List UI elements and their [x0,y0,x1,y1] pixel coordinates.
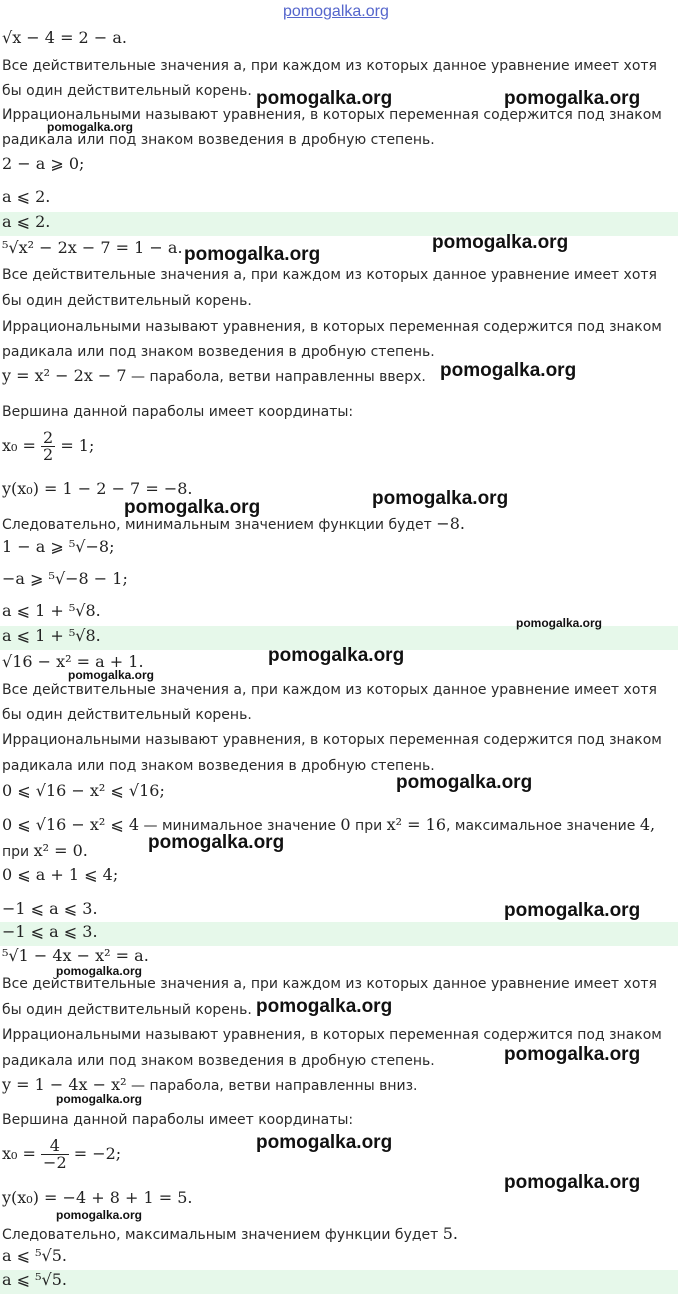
vertex-caption: Вершина данной параболы имеет координаты: [2,404,354,420]
conclusion-value: 5. [442,1224,459,1243]
solution-step: 2 − a ⩾ 0; [2,154,85,173]
answer-line: a ⩽ 1 + ⁵√8. [0,626,678,650]
solution-step: a ⩽ 1 + ⁵√8. [2,601,101,620]
task-text: бы один действительный корень. [2,707,252,723]
vertex-caption: Вершина данной параболы имеет координаты: [2,1112,354,1128]
definition-text: радикала или под знаком возведения в дробную степень. [2,344,435,360]
answer-line: a ⩽ 2. [0,212,678,236]
watermark: pomogalka.org [184,244,321,265]
fraction-denominator: −2 [43,1153,67,1172]
task-text: бы один действительный корень. [2,83,252,99]
range-formula: 0 ⩽ √16 − x² ⩽ 4 [2,815,140,834]
task-text: Все действительные значения a, при каждом из которых данное уравнение имеет хотя [2,58,657,74]
watermark: pomogalka.org [396,772,533,793]
watermark: pomogalka.org [372,488,509,509]
vertex-y: y(x₀) = −4 + 8 + 1 = 5. [2,1188,193,1207]
watermark: pomogalka.org [68,668,155,682]
watermark: pomogalka.org [504,88,641,109]
range-note: , максимальное значение [446,818,640,834]
equation-2: ⁵√x² − 2x − 7 = 1 − a. [2,238,183,257]
answer-line: a ⩽ ⁵√5. [0,1270,678,1294]
vertex-x-rhs: = 1; [60,436,95,455]
max-value: 4, [639,815,656,834]
watermark: pomogalka.org [268,645,405,666]
task-text: Все действительные значения a, при каждом из которых данное уравнение имеет хотя [2,682,657,698]
fraction [41,430,55,463]
watermark: pomogalka.org [432,232,569,253]
watermark: pomogalka.org [440,360,577,381]
definition-text: Иррациональными называют уравнения, в которых переменная содержится под знаком [2,1027,662,1043]
conclusion-text: Следовательно, минимальным значением функции будет [2,517,437,533]
definition-text: радикала или под знаком возведения в дробную степень. [2,758,435,774]
fraction-numerator: 2 [43,428,54,447]
equation-1: √x − 4 = 2 − a. [2,28,127,47]
watermark: pomogalka.org [256,88,393,109]
parabola-note: — парабола, ветви направленны вниз. [126,1078,418,1094]
definition-text: радикала или под знаком возведения в дробную степень. [2,1053,435,1069]
watermark: pomogalka.org [256,996,393,1017]
vertex-y: y(x₀) = 1 − 2 − 7 = −8. [2,479,193,498]
solution-step [0,843,678,859]
equation-4: ⁵√1 − 4x − x² = a. [2,946,149,965]
solution-step: 0 ⩽ √16 − x² ⩽ √16; [2,781,165,800]
solution-step [0,817,678,833]
equation-3: √16 − x² = a + 1. [2,652,144,671]
vertex-x-lhs: x₀ = [2,436,36,455]
definition-text: радикала или под знаком возведения в дробную степень. [2,132,435,148]
solution-step: a ⩽ 2. [2,187,51,206]
vertex-x [0,430,678,463]
parabola-formula: y = 1 − 4x − x² [2,1075,127,1094]
min-value: 0 [340,815,351,834]
watermark: pomogalka.org [56,964,143,978]
solution-step: −a ⩾ ⁵√−8 − 1; [2,569,128,588]
task-text: бы один действительный корень. [2,1002,252,1018]
watermark: pomogalka.org [47,120,134,134]
max-condition: x² = 0. [33,841,88,860]
solution-step: a ⩽ ⁵√5. [2,1246,67,1265]
answer-line: −1 ⩽ a ⩽ 3. [0,922,678,946]
solution-step [0,1077,678,1093]
watermark: pomogalka.org [504,1172,641,1193]
watermark: pomogalka.org [56,1092,143,1106]
watermark: pomogalka.org [256,1132,393,1153]
min-condition: x² = 16 [386,815,447,834]
watermark: pomogalka.org [124,497,261,518]
max-condition-text: при [2,844,34,860]
range-note: при [350,818,387,834]
watermark: pomogalka.org [504,900,641,921]
solution-step: 0 ⩽ a + 1 ⩽ 4; [2,865,119,884]
conclusion-value: −8. [436,514,465,533]
watermark: pomogalka.org [56,1208,143,1222]
vertex-x-rhs: = −2; [73,1144,122,1163]
watermark: pomogalka.org [504,1044,641,1065]
range-note: — минимальное значение [139,818,341,834]
parabola-note: — парабола, ветви направленны вверх. [126,369,426,385]
task-text: Все действительные значения a, при каждом из которых данное уравнение имеет хотя [2,976,657,992]
fraction-denominator: 2 [43,445,54,464]
watermark: pomogalka.org [148,832,285,853]
solution-step [0,516,678,532]
task-text: Все действительные значения a, при каждом из которых данное уравнение имеет хотя [2,267,657,283]
parabola-formula: y = x² − 2x − 7 [2,366,127,385]
task-text: бы один действительный корень. [2,293,252,309]
vertex-x-lhs: x₀ = [2,1144,36,1163]
solution-step [0,1226,678,1242]
fraction [41,1138,69,1171]
definition-text: Иррациональными называют уравнения, в которых переменная содержится под знаком [2,319,662,335]
watermark: pomogalka.org [516,616,603,630]
fraction-numerator: 4 [41,1138,69,1155]
solution-step: 1 − a ⩾ ⁵√−8; [2,537,115,556]
definition-text: Иррациональными называют уравнения, в которых переменная содержится под знаком [2,107,662,123]
conclusion-text: Следовательно, максимальным значением функции будет [2,1227,443,1243]
watermark-top: pomogalka.org [283,3,389,20]
solution-step [0,368,678,384]
definition-text: Иррациональными называют уравнения, в которых переменная содержится под знаком [2,732,662,748]
solution-step: −1 ⩽ a ⩽ 3. [2,899,98,918]
